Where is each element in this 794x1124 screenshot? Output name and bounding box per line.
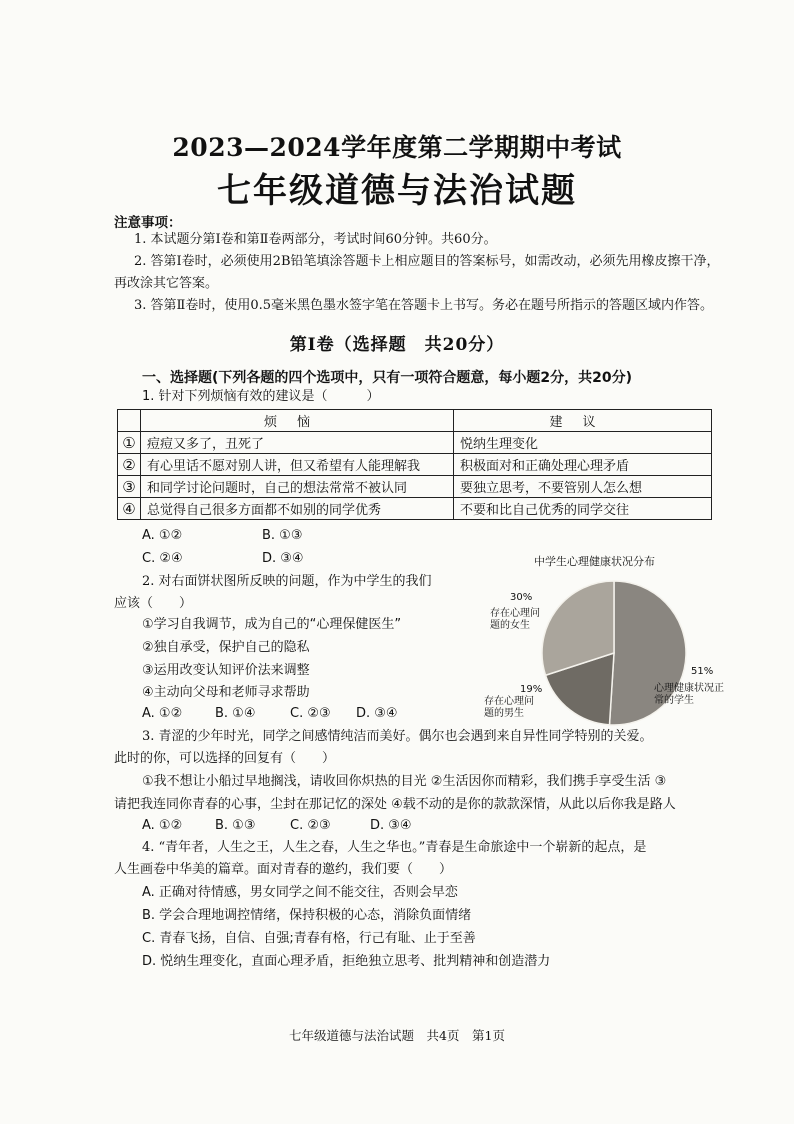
slice-label-name: 存在心理问题的男生: [484, 696, 534, 719]
table-row: [118, 476, 712, 498]
q3-option-a: A. ①②: [142, 818, 183, 833]
row-number: ②: [118, 454, 141, 476]
q1-option-d: D. ③④: [262, 551, 304, 566]
q1-option-a: A. ①②: [142, 528, 183, 543]
q2-option-c: C. ②③: [290, 706, 331, 721]
q4-option-c: C. 青春飞扬，自信、自强;青春有格，行己有耻、止于至善: [142, 931, 476, 946]
slice-label-name: 心理健康状况正常的学生: [654, 683, 724, 706]
pie-chart: [478, 545, 728, 735]
exam-title: 2023—2024学年度第二学期期中考试: [172, 133, 622, 162]
q2-stem-line2: 应该（ ）: [114, 596, 193, 611]
note-item-2: 2. 答第Ⅰ卷时，必须使用2B铅笔填涂答题卡上相应题目的答案标号，如需改动，必须先用橡皮擦干净，再改涂其它答案。: [114, 254, 720, 291]
q4-option-a: A. 正确对待情感，男女同学之间不能交往，否则会早恋: [142, 885, 458, 900]
q1-header-worry: 烦恼: [141, 410, 454, 432]
q4-option-b: B. 学会合理地调控情绪，保持积极的心态，消除负面情绪: [142, 908, 472, 923]
worry-cell: 和同学讨论问题时，自己的想法常常不被认同: [141, 476, 454, 498]
q1-table-header: [118, 410, 712, 432]
slice-label-value: 51%: [691, 666, 714, 677]
section-instruction: 一、选择题(下列各题的四个选项中，只有一项符合题意，每小题2分，共20分): [142, 370, 633, 386]
advice-cell: 不要和比自己优秀的同学交往: [454, 498, 712, 520]
q2-item-4: ④主动向父母和老师寻求帮助: [142, 685, 310, 700]
worry-cell: 痘痘又多了，丑死了: [141, 432, 454, 454]
q2-stem-line1: 2. 对右面饼状图所反映的问题，作为中学生的我们: [142, 574, 432, 589]
exam-subtitle: 七年级道德与法治试题: [217, 171, 577, 211]
row-number: ①: [118, 432, 141, 454]
page-footer: 七年级道德与法治试题 共4页 第1页: [289, 1028, 505, 1043]
q1-option-b: B. ①③: [262, 528, 303, 543]
q3-body-line2: 请把我连同你青春的心事，尘封在那记忆的深处 ④载不动的是你的款款深情，从此以后你我是路人: [114, 797, 676, 812]
note-item-1: 1. 本试题分第Ⅰ卷和第Ⅱ卷两部分，考试时间60分钟。共60分。: [134, 232, 497, 247]
slice-label-value: 30%: [510, 592, 533, 603]
advice-cell: 要独立思考，不要管别人怎么想: [454, 476, 712, 498]
q2-item-3: ③运用改变认知评价法来调整: [142, 663, 310, 678]
q1-option-c: C. ②④: [142, 551, 183, 566]
table-row: [118, 498, 712, 520]
advice-cell: 悦纳生理变化: [454, 432, 712, 454]
advice-cell: 积极面对和正确处理心理矛盾: [454, 454, 712, 476]
row-number: ④: [118, 498, 141, 520]
note-item-3: 3. 答第Ⅱ卷时，使用0.5毫米黑色墨水签字笔在答题卡上书写。务必在题号所指示的答题区域内作答。: [134, 298, 714, 313]
q3-option-c: C. ②③: [290, 818, 331, 833]
slice-label-value: 19%: [520, 684, 543, 695]
q4-option-d: D. 悦纳生理变化，直面心理矛盾，拒绝独立思考、批判精神和创造潜力: [142, 954, 551, 969]
q4-stem-line2: 人生画卷中华美的篇章。面对青春的邀约，我们要（ ）: [114, 862, 453, 877]
table-row: [118, 454, 712, 476]
q1-header-advice: 建议: [454, 410, 712, 432]
q4-stem-line1: 4. “青年者，人生之王，人生之春，人生之华也。”青春是生命旅途中一个崭新的起点，是: [142, 840, 647, 855]
q3-stem-line1: 3. 青涩的少年时光，同学之间感情纯洁而美好。偶尔也会遇到来自异性同学特别的关爱。: [142, 729, 653, 744]
q1-stem: 1. 针对下列烦恼有效的建议是（ ）: [142, 389, 380, 404]
notes-heading: 注意事项：: [114, 215, 182, 231]
q3-stem-line2: 此时的你，可以选择的回复有（ ）: [114, 751, 336, 766]
q2-option-d: D. ③④: [356, 706, 398, 721]
worry-cell: 总觉得自己很多方面都不如别的同学优秀: [141, 498, 454, 520]
worry-cell: 有心里话不愿对别人讲，但又希望有人能理解我: [141, 454, 454, 476]
table-row: [118, 432, 712, 454]
q2-item-1: ①学习自我调节，成为自己的“心理保健医生”: [142, 617, 402, 632]
row-number: ③: [118, 476, 141, 498]
slice-label-name: 存在心理问题的女生: [490, 608, 540, 631]
q3-option-b: B. ①③: [215, 818, 256, 833]
chart-title: 中学生心理健康状况分布: [534, 555, 655, 568]
q3-option-d: D. ③④: [370, 818, 412, 833]
q3-body-line1: ①我不想让小船过早地搁浅，请收回你炽热的目光 ②生活因你而精彩，我们携手享受生活 ③: [142, 774, 667, 789]
q2-item-2: ②独自承受，保护自己的隐私: [142, 640, 310, 655]
q1-header-blank: [118, 410, 141, 432]
q2-option-b: B. ①④: [215, 706, 256, 721]
section-title: 第Ⅰ卷（选择题 共20分）: [289, 335, 505, 355]
q1-table: [117, 409, 712, 520]
q2-option-a: A. ①②: [142, 706, 183, 721]
